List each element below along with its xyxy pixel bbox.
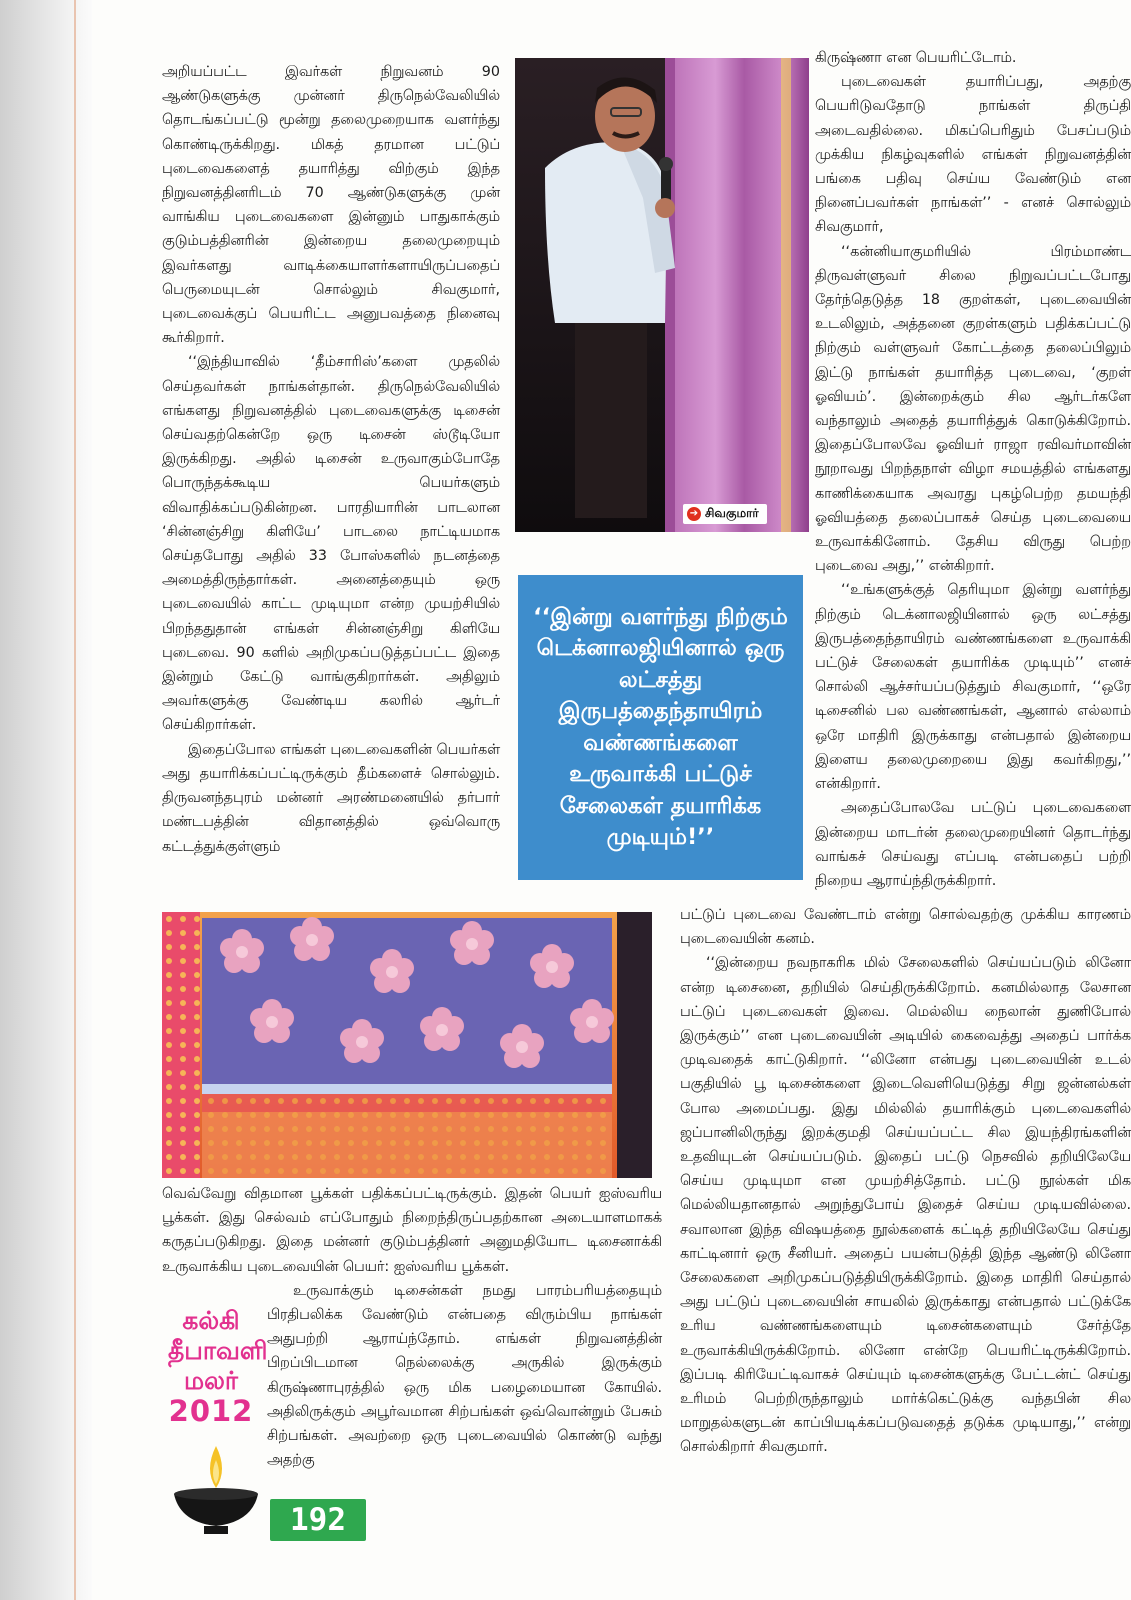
paragraph: பட்டுப் புடைவை வேண்டாம் என்று சொல்வதற்கு முக்கிய காரணம் புடைவையின் கனம். <box>680 907 1131 948</box>
page-binding-gutter <box>0 0 92 1600</box>
article-column-left <box>162 60 500 859</box>
brand-year: 2012 <box>168 1394 254 1428</box>
article-column-right <box>815 46 1131 893</box>
paragraph: வெவ்வேறு விதமான பூக்கள் பதிக்கப்பட்டிருக்கும். இதன் பெயர் ஐஸ்வரிய பூக்கள். இது செல்வம் எப்போதும் நிறைந்திருப்பதற்கான அடையாளமாகக் கருதப்படுகிறது. இதை மன்னர் குடும்பத்தினர் அனுமதியோட டிசைனாக்கி உருவாக்கிய புடைவையின் பெயர்: ஐஸ்வரிய பூக்கள். <box>162 1186 662 1275</box>
magazine-brand <box>168 1306 268 1428</box>
saree-photo <box>162 912 652 1178</box>
paragraph: ‘‘கன்னியாகுமரியில் பிரம்மாண்ட திருவள்ளுவர் சிலை நிறுவப்பட்டபோது தேர்ந்தெடுத்த 18 குறள்கள், புடைவையின் உடலிலும், அத்தனை குறள்களும் பதிக்கப்பட்டு நிற்கும் வள்ளுவர் கோட்டத்தை தலைப்பிலும் இட்டு நாங்கள் தயாரித்த புடைவை, ‘குறள் ஓவியம்’. இன்றைக்கும் சில ஆர்டர்களே வந்தாலும் அதைத் தயாரித்துக் கொடுக்கிறோம். இதைப்போலவே ஓவியர் ராஜா ரவிவர்மாவின் நூறாவது பிறந்தநாள் விழா சமயத்தில் எங்களது காணிக்கையாக அவரது புகழ்பெற்ற தமயந்தி ஓவியத்தை தலைப்பாகச் செய்த புடைவையை உருவாக்கினோம். தேசிய விருது பெற்ற புடைவை அது,’’ என்கிறார். <box>815 243 1131 575</box>
caption-text: சிவகுமார் <box>705 506 759 520</box>
page-number: 192 <box>270 1499 366 1541</box>
indented-block <box>267 1279 662 1473</box>
paragraph: ‘‘இன்றைய நவநாகரிக மில் சேலைகளில் செய்யப்படும் லினோ என்ற டிசைனை, தறியில் செய்திருக்கிறோம். கனமில்லாத லேசான பட்டுப் புடைவைகள் இவை. மெல்லிய நைலான் துணிபோல் இருக்கும்’’ என புடைவையின் அடியில் கைவைத்து அதைப் பார்க்க முடிவதைக் காட்டுகிறார். ‘‘லினோ என்பது புடைவையின் உடல் பகுதியில் பூ டிசைன்களை இடைவெளியெடுத்து சிறு ஜன்னல்கள் போல அமைப்பது. இது மில்லில் தயாரிக்கும் புடைவைகளில் ஜப்பானிலிருந்து இறக்குமதி செய்யப்பட்ட சில இயந்திரங்களின் உதவியுடன் செய்யப்படும். இதைப் பட்டு நெசவில் தறியிலேயே செய்ய முடியுமா என முயற்சித்தோம். பட்டு நூல்கள் மிக மெல்லியதானதால் அறுந்துபோய் இதைச் செய்ய முடியவில்லை. சவாலான இந்த விஷயத்தை நூல்களைக் கட்டித் தறியிலேயே செய்து காட்டினார் ஒரு சீனியர். அதைப் பயன்படுத்தி இந்த ஆண்டு லினோ சேலைகளை அறிமுகப்படுத்தியிருக்கிறோம். இதை மாதிரி செய்தால் அது பட்டுப் புடைவையின் சாயலில் இருக்காது என்பதால் பட்டுக்கே உரிய வண்ணங்களையும் டிசைன்களையும் சேர்த்தே உருவாக்கியிருக்கிறோம். லினோ என்றே பெயரிட்டிருக்கிறோம். இப்படி கிரியேட்டிவாகச் செய்யும் டிசைன்களுக்கு பேட்டன்ட் செய்து உரிமம் பெற்றிருந்தாலும் மார்க்கெட்டுக்கு வந்தபின் சில மாறுதல்களுடன் காப்பியடிக்கப்படுவதைத் தடுக்க முடியாது,’’ என்று சொல்கிறார் சிவகுமார். <box>680 955 1131 1456</box>
speaker-photo <box>515 58 809 532</box>
paragraph: அதைப்போலவே பட்டுப் புடைவைகளை இன்றைய மாடர்ன் தலைமுறையினர் தொடர்ந்து வாங்கச் செய்வது எப்படி என்பதைப் பற்றி நிறைய ஆராய்ந்திருக்கிறார். <box>815 800 1131 889</box>
speaker-photo-image <box>515 58 809 532</box>
brand-line-1: கல்கி <box>182 1306 240 1335</box>
brand-line-3: மலர் <box>184 1366 238 1395</box>
oil-lamp-icon <box>170 1440 262 1544</box>
pull-quote-box <box>518 575 803 880</box>
brand-line-2: தீபாவளி <box>168 1336 268 1365</box>
saree-photo-image <box>162 912 652 1178</box>
paragraph: இதைப்போல எங்கள் புடைவைகளின் பெயர்கள் அது தயாரிக்கப்பட்டிருக்கும் தீம்களைச் சொல்லும். திருவனந்தபுரம் மன்னர் அரண்மனையில் தர்பார் மண்டபத்தின் விதானத்தில் ஒவ்வொரு கட்டத்துக்குள்ளும் <box>162 741 500 855</box>
article-column-bottom-right <box>680 903 1131 1460</box>
paragraph: உருவாக்கும் டிசைன்கள் நமது பாரம்பரியத்தையும் பிரதிபலிக்க வேண்டும் என்பதை விரும்பிய நாங்கள் அதுபற்றி ஆராய்ந்தோம். எங்கள் நிறுவனத்தின் பிறப்பிடமான நெல்லைக்கு அருகில் இருக்கும் கிருஷ்ணாபுரத்தில் ஒரு மிக பழைமையான கோயில். அதிலிருக்கும் அபூர்வமான சிற்பங்கள் ஒவ்வொன்றும் பேசும் சிற்பங்கள். அவற்றை ஒரு புடைவையில் கொண்டு வந்து அதற்கு <box>267 1282 662 1469</box>
pull-quote-text: ‘‘இன்று வளர்ந்து நிற்கும் டெக்னாலஜியினால் ஒரு லட்சத்து இருபத்தைந்தாயிரம் வண்ணங்களை உருவாக்கி பட்டுச் சேலைகள் தயாரிக்க முடியும்!’’ <box>533 603 788 850</box>
paragraph: புடைவைகள் தயாரிப்பது, அதற்கு பெயரிடுவதோடு நாங்கள் திருப்தி அடைவதில்லை. மிகப்பெரிதும் பேசப்படும் முக்கிய நிகழ்வுகளில் எங்கள் நிறுவனத்தின் பங்கை பதிவு செய்ய வேண்டும் என நினைப்பவர்கள் நாங்கள்’’ - எனச் சொல்லும் சிவகுமார், <box>815 74 1131 236</box>
paragraph: கிருஷ்ணா என பெயரிட்டோம். <box>815 50 1017 66</box>
gutter-edge <box>74 0 76 1600</box>
photo-caption <box>683 504 767 524</box>
caption-arrow-icon: ➔ <box>687 507 701 521</box>
paragraph: ‘‘இந்தியாவில் ‘தீம்சாரிஸ்’களை முதலில் செய்தவர்கள் நாங்கள்தான். திருநெல்வேலியில் எங்களது நிறுவனத்தில் புடைவைகளுக்கு டிசைன் செய்வதற்கென்றே ஒரு டிசைன் ஸ்டூடியோ இருக்கிறது. அதில் டிசைன் உருவாகும்போதே பொருந்தக்கூடிய பெயர்களும் விவாதிக்கப்படுகின்றன. பாரதியாரின் பாடலான ‘சின்னஞ்சிறு கிளியே’ பாடலை நாட்டியமாக செய்தபோது அதில் 33 போஸ்களில் நடனத்தை அமைத்திருந்தார்கள். அனைத்தையும் ஒரு புடைவையில் காட்ட முடியுமா என்ற முயற்சியில் பிறந்ததுதான் எங்கள் சின்னஞ்சிறு கிளியே புடைவை. 90 களில் அறிமுகப்படுத்தப்பட்ட இதை இன்றும் கேட்டு வாங்குகிறார்கள். அதிலும் அவர்களுக்கு வேண்டிய கலரில் ஆர்டர் செய்கிறார்கள். <box>162 354 500 734</box>
paragraph: அறியப்பட்ட இவர்கள் நிறுவனம் 90 ஆண்டுகளுக்கு முன்னர் திருநெல்வேலியில் தொடங்கப்பட்டு மூன்று தலைமுறையாக வளர்ந்து கொண்டிருக்கிறது. மிகத் தரமான பட்டுப் புடைவைகளைத் தயாரித்து விற்கும் இந்த நிறுவனத்தினரிடம் 70 ஆண்டுகளுக்கு முன் வாங்கிய புடைவைகளை இன்னும் பாதுகாக்கும் குடும்பத்தினரின் இன்றைய தலைமுறையும் இவர்களது வாடிக்கையாளர்களாயிருப்பதைப் பெருமையுடன் சொல்லும் சிவகுமார், புடைவைக்குப் பெயரிட்ட அனுபவத்தை நினைவு கூர்கிறார். <box>162 64 500 347</box>
paragraph: ‘‘உங்களுக்குத் தெரியுமா இன்று வளர்ந்து நிற்கும் டெக்னாலஜியினால் ஒரு லட்சத்து இருபத்தைந்தாயிரம் வண்ணங்களை உருவாக்கி பட்டுச் சேலைகள் தயாரிக்க முடியும்’’ எனச் சொல்லி ஆச்சர்யப்படுத்தும் சிவகுமார், ‘‘ஒரே டிசைனில் பல வண்ணங்கள், ஆனால் எல்லாம் ஒரே மாதிரி இருக்காது என்பதால் இன்றைய இளைய தலைமுறையை இது கவர்கிறது,’’ என்கிறார். <box>815 582 1131 793</box>
